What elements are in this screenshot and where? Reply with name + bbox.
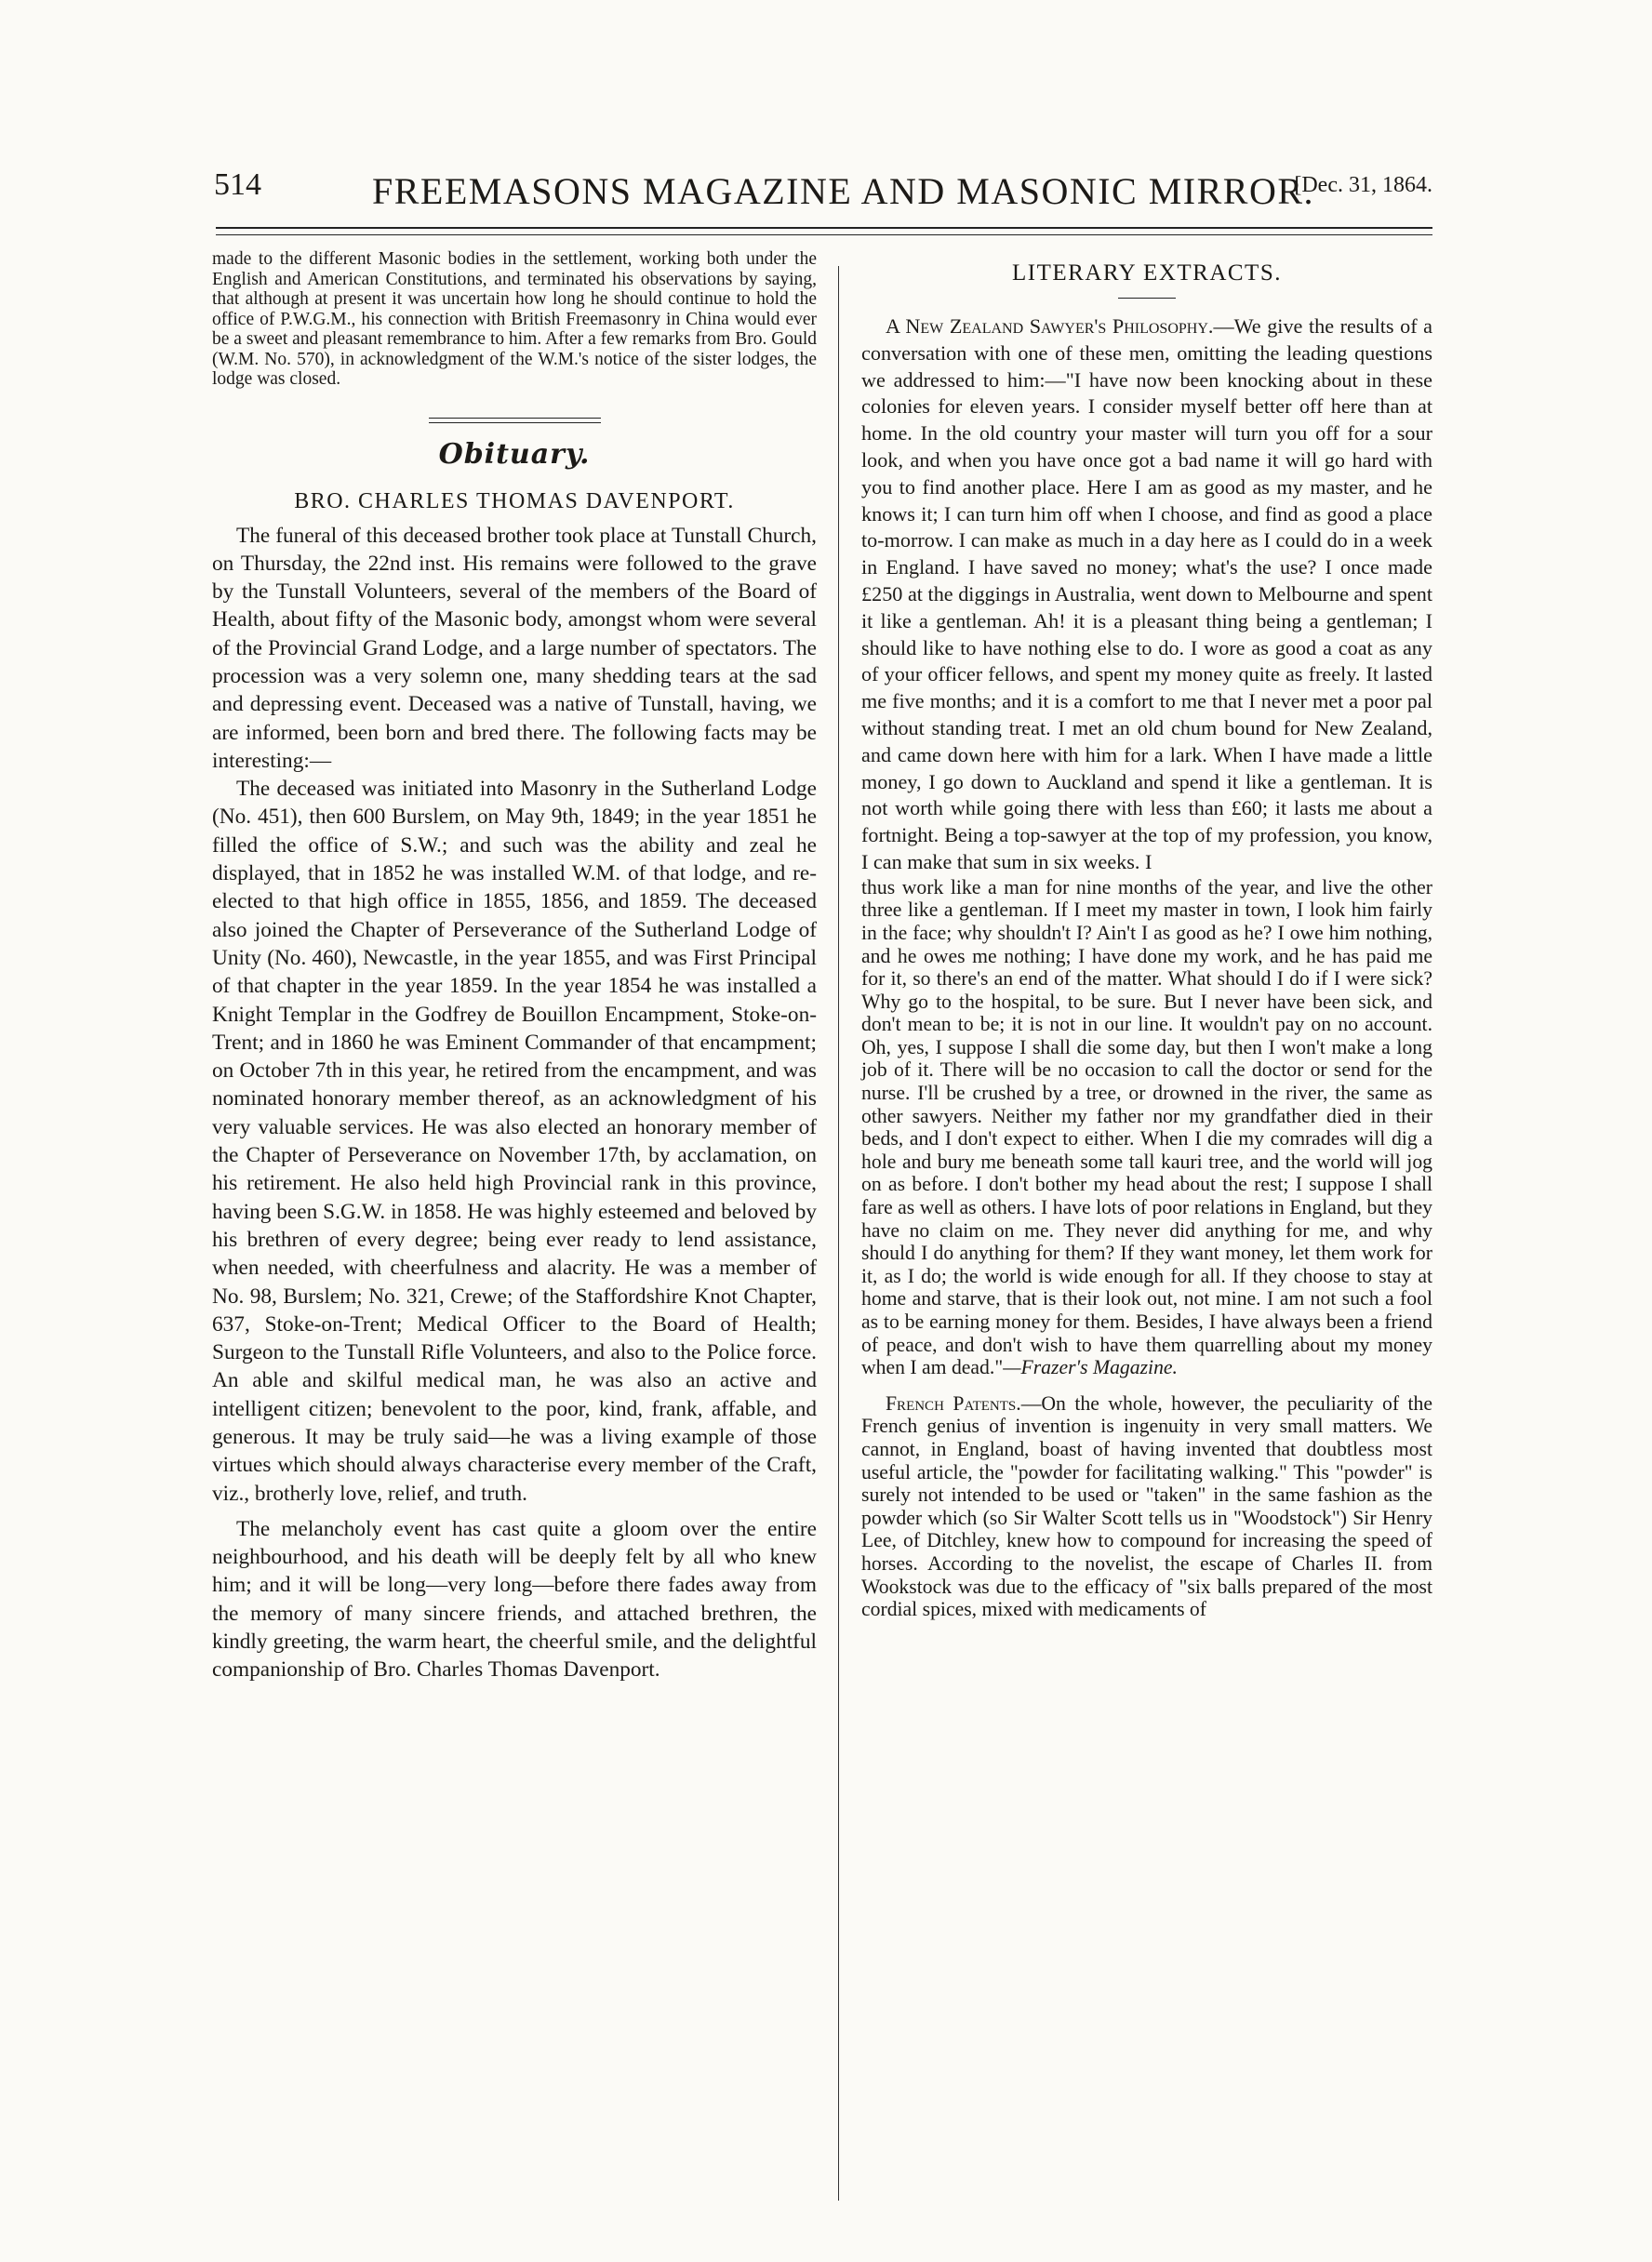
section-divider — [429, 418, 601, 423]
header-rule-thin — [216, 234, 1432, 235]
obituary-paragraph: The deceased was initiated into Masonry in the Sutherland Lodge (No. 451), then 600 Burslem, on May 9th, 1849; in the year 1851 he filled the office of S.W.; and such was the ability and zeal he displayed, that in 1852 he was installed W.M. of that lodge, and re-elected to that high office in 1855, 1856, and 1859. The deceased also joined the Chapter of Perseverance of the Sutherland Lodge of Unity (No. 460), Newcastle, in the year 1855, and was First Principal of that chapter in the year 1859. In the year 1854 he was installed a Knight Templar in the Godfrey de Bouillon Encampment, Stoke-on-Trent; and in 1860 he was Eminent Commander of that encampment; on October 7th in this year, he retired from the encampment, and was nominated honorary member thereof, as an acknowledgment of his very valuable services. He was also elected an honorary member of the Chapter of Perseverance on November 17th, by acclamation, on his retirement. He also held high Provincial rank in this province, having been S.G.W. in 1858. He was highly esteemed and beloved by his brethren of every degree; being ever ready to lend assistance, when needed, with cheerfulness and alacrity. He was a member of No. 98, Burslem; No. 321, Crewe; of the Staffordshire Knot Chapter, 637, Stoke-on-Trent; Medical Officer to the Board of Health; Surgeon to the Tunstall Rifle Volunteers, and also to the Police force. An able and skilful medical man, he was also an active and intelligent citizen; benevolent to the poor, kind, frank, affable, and generous. It may be truly said—he was a living example of those virtues which should always characterise every member of the Craft, viz., brotherly love, relief, and truth. — [212, 777, 817, 1506]
sawyer-lead: A New Zealand Sawyer's Philosophy. — [886, 314, 1214, 338]
literary-extracts-heading: LITERARY EXTRACTS. — [1012, 260, 1282, 286]
obituary-paragraph: The melancholy event has cast quite a gloom over the entire neighbourhood, and his death will be deeply felt by all who knew him; and it will be long—very long—before there fades away from the memory of many sincere friends, and attached brethren, the kindly greeting, the warm heart, the cheerful smile, and the delightful companionship of Bro. Charles Thomas Davenport. — [212, 1516, 817, 1683]
sawyer-text: —We give the results of a conversation with one of these men, omitting the leading questions we addressed to him:—"I have now been knocking about in these colonies for eleven years. I consider myself better off here than at home. In the old country your master will turn you off for a sour look, and when you have once got a bad name it will go hard with you to find another place. Here I am as good as my master, and he knows it; I can turn him off when I choose, and find as good a place to-morrow. I can make as much in a day here as I could do in a week in England. I have saved no money; what's the use? I once made £250 at the diggings in Australia, went down to Melbourne and spent it like a gentleman. Ah! it is a pleasant thing being a gentleman; I should like to have nothing else to do. I wore as good a coat as any of your officer fellows, and spent my money quite as freely. It lasted me five months; and it is a comfort to me that I never met a poor pal without standing treat. I met an old chum bound for New Zealand, and came down here with him for a lark. When I have made a little money, I go down to Auckland and spend it like a gentleman. It is not worth while going there with less than £60; it lasts me about a fortnight. Being a top-sawyer at the top of my profession, you know, I can make that sum in six weeks. I — [861, 314, 1433, 873]
obituary-article-title: BRO. CHARLES THOMAS DAVENPORT. — [294, 488, 735, 513]
patents-lead: French Patents. — [886, 1391, 1021, 1415]
lodge-report-continuation: made to the different Masonic bodies in the settlement, working both under the English and American Constitutions, and terminated his observations by saying, that although at present it was uncertain how long he should continue to hold the office of P.W.G.M., his connection with British Freemasonry in China would ever be a sweet and pleasant remembrance to him. After a few remarks from Bro. Gould (W.M. No. 570), in acknowledgment of the W.M.'s notice of the sister lodges, the lodge was closed. — [212, 249, 817, 389]
sawyer-paragraph-continued — [861, 876, 1432, 1379]
page-header — [214, 167, 1432, 223]
right-column — [861, 249, 1432, 1621]
sawyer-text-continued: thus work like a man for nine months of the year, and live the other three like a gentleman. If I meet my master in town, I look him fairly in the face; why shouldn't I? Ain't I as good as he? I owe him nothing, and he owes me nothing; I have done my work, and he has paid me for it, so there's an end of the matter. What should I do if I were sick? Why go to the hospital, to be sure. But I never have been sick, and don't mean to be; it is not in our line. It wouldn't pay on no account. Oh, yes, I suppose I shall die some day, but then I won't make a long job of it. There will be no occasion to call the doctor or send for the nurse. I'll be crushed by a tree, or drowned in the river, the same as other sawyers. Neither my father nor my grandfather died in their beds, and I don't expect to either. When I die my comrades will dig a hole and bury me beneath some tall kauri tree, and the world will jog on as before. I don't bother my head about the rest; I suppose I shall fare as well as others. I have lots of poor relations in England, but they have no claim on me. They never did anything for me, and why should I do anything for them? If they want money, let them work for it, as I do; the world is wide enough for all. If they choose to stay at home and starve, that is their look out, not mine. I am not such a fool as to be earning money for them. Besides, I have always been a friend of peace, and don't wish to have them quarrelling about my money when I am dead." — [861, 875, 1432, 1379]
patents-paragraph — [861, 1392, 1432, 1621]
issue-date: [Dec. 31, 1864. — [1294, 173, 1432, 197]
obituary-heading: Obituary. — [438, 437, 591, 471]
header-rule-thick — [216, 227, 1432, 229]
sawyer-paragraph — [861, 313, 1432, 876]
left-column — [212, 249, 817, 1684]
page-number: 514 — [214, 167, 261, 202]
column-divider — [838, 266, 839, 2201]
patents-text: —On the whole, however, the peculiarity of the French genius of invention is ingenuity in very small matters. We cannot, in England, boast of having invented that doubtless most useful article, the "powder for facilitating walking." This "powder" is surely not intended to be used or "taken" in the same fashion as the powder which (so Sir Walter Scott tells us in "Woodstock") Sir Henry Lee, of Ditchley, knew how to compound for increasing the speed of horses. According to the novelist, the escape of Charles II. from Wookstock was due to the efficacy of "six balls prepared of the most cordial spices, mixed with medicaments of — [861, 1391, 1433, 1621]
sawyer-attribution: —Frazer's Magazine. — [1003, 1356, 1178, 1379]
magazine-title: FREEMASONS MAGAZINE AND MASONIC MIRROR. — [372, 170, 1315, 212]
obituary-paragraph: The funeral of this deceased brother took place at Tunstall Church, on Thursday, the 22nd inst. His remains were followed to the grave by the Tunstall Volunteers, several of the members of the Board of Health, about fifty of the Masonic body, amongst whom were several of the Provincial Grand Lodge, and a large number of spectators. The procession was a very solemn one, many shedding tears at the sad and depressing event. Deceased was a native of Tunstall, having, we are informed, been born and bred there. The following facts may be interesting:— — [212, 523, 817, 773]
